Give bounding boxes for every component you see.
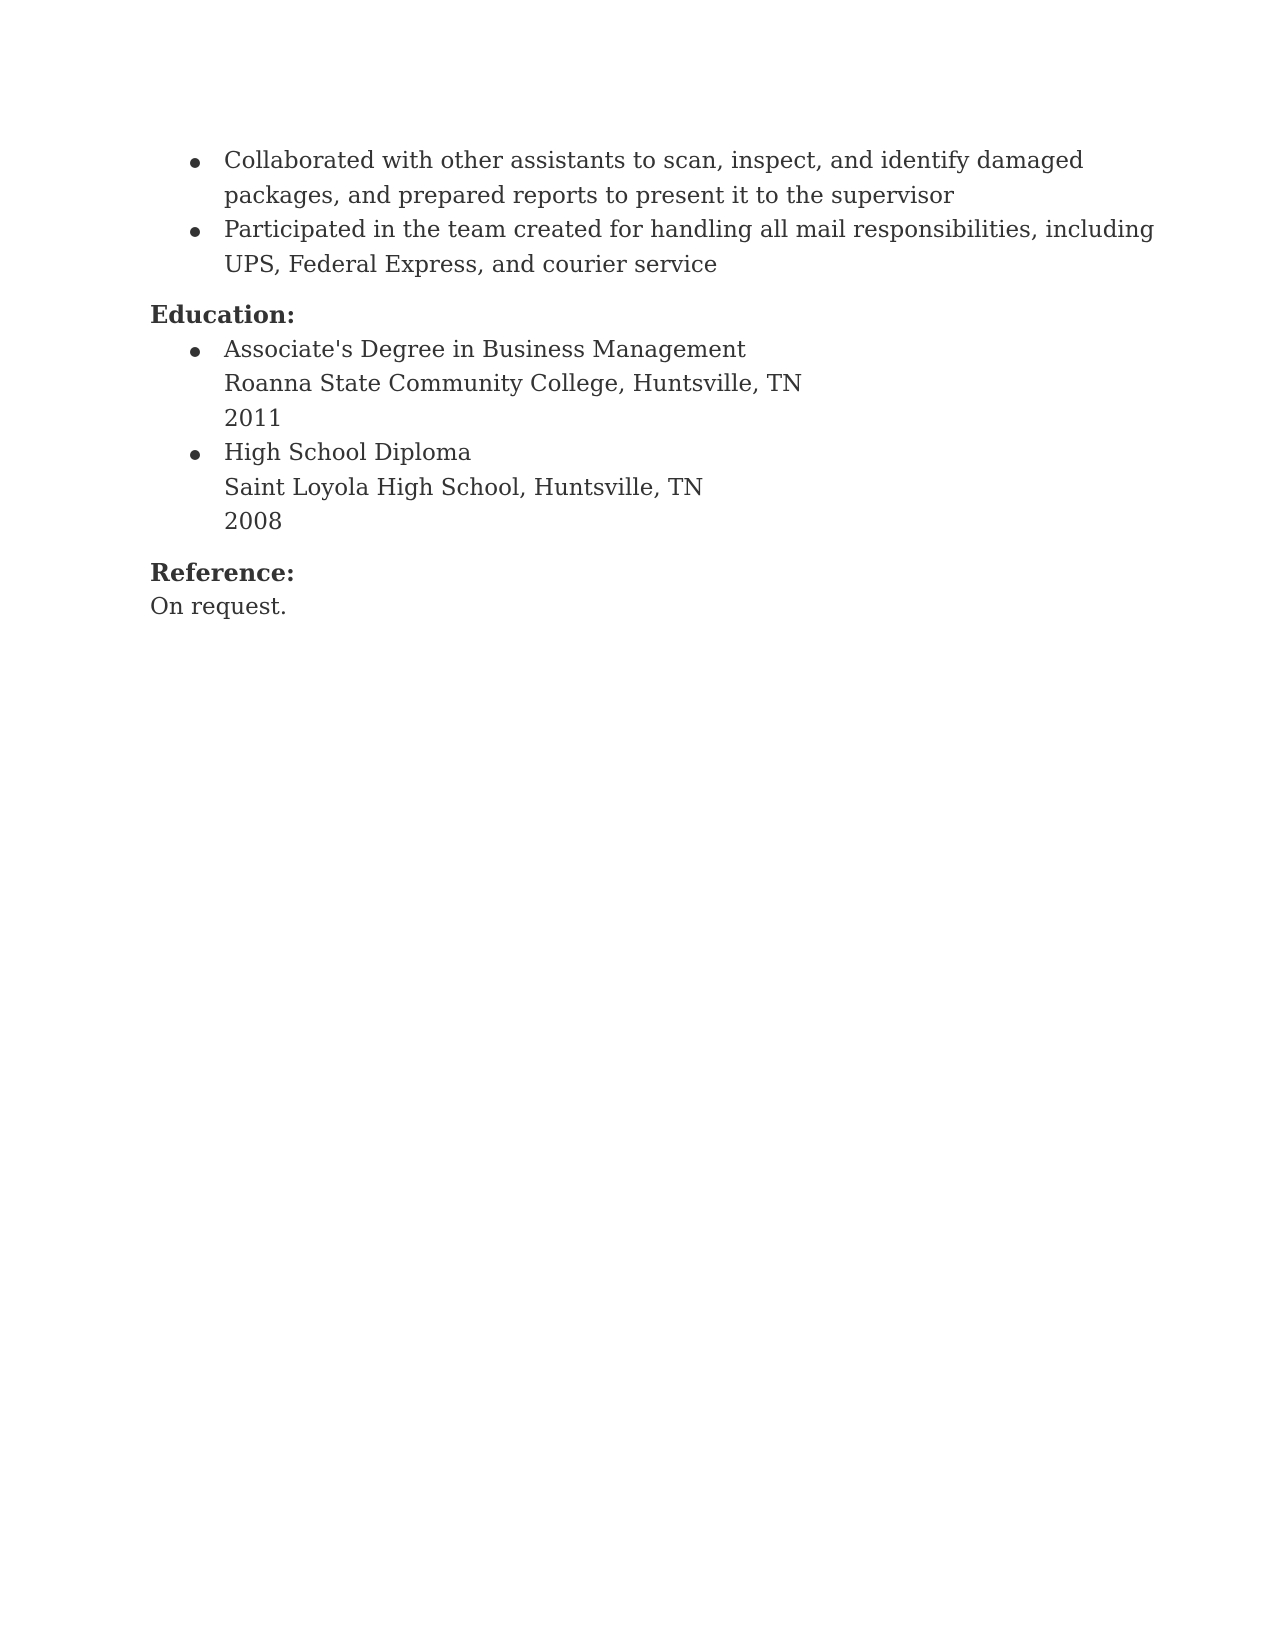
list-item [150, 213, 1155, 282]
bullet-text-line: UPS, Federal Express, and courier service [224, 251, 718, 278]
reference-text: On request. [150, 594, 288, 620]
bullet-text-line: packages, and prepared reports to present it to the supervisor [224, 182, 954, 209]
education-heading: Education: [150, 300, 296, 329]
bullet-icon [190, 450, 200, 460]
bullet-icon [190, 227, 200, 237]
degree-name: High School Diploma [224, 440, 472, 466]
graduation-year: 2008 [224, 509, 283, 535]
bullet-text-line: Participated in the team created for handling all mail responsibilities, including [224, 217, 1155, 243]
list-item [150, 436, 1110, 540]
degree-name: Associate's Degree in Business Management [224, 336, 746, 363]
bullet-icon [190, 158, 200, 168]
reference-heading: Reference: [150, 557, 295, 587]
bullet-icon [190, 347, 200, 357]
resume-content [150, 144, 1155, 625]
education-list [150, 333, 1110, 540]
list-item [150, 333, 1110, 437]
school-name: Saint Loyola High School, Huntsville, TN [224, 474, 704, 501]
graduation-year: 2011 [224, 405, 283, 432]
list-item [150, 144, 1110, 213]
bullet-text-line: Collaborated with other assistants to scan, inspect, and identify damaged [224, 148, 1084, 174]
school-name: Roanna State Community College, Huntsville, TN [224, 371, 803, 397]
experience-bullet-list [150, 144, 1155, 282]
